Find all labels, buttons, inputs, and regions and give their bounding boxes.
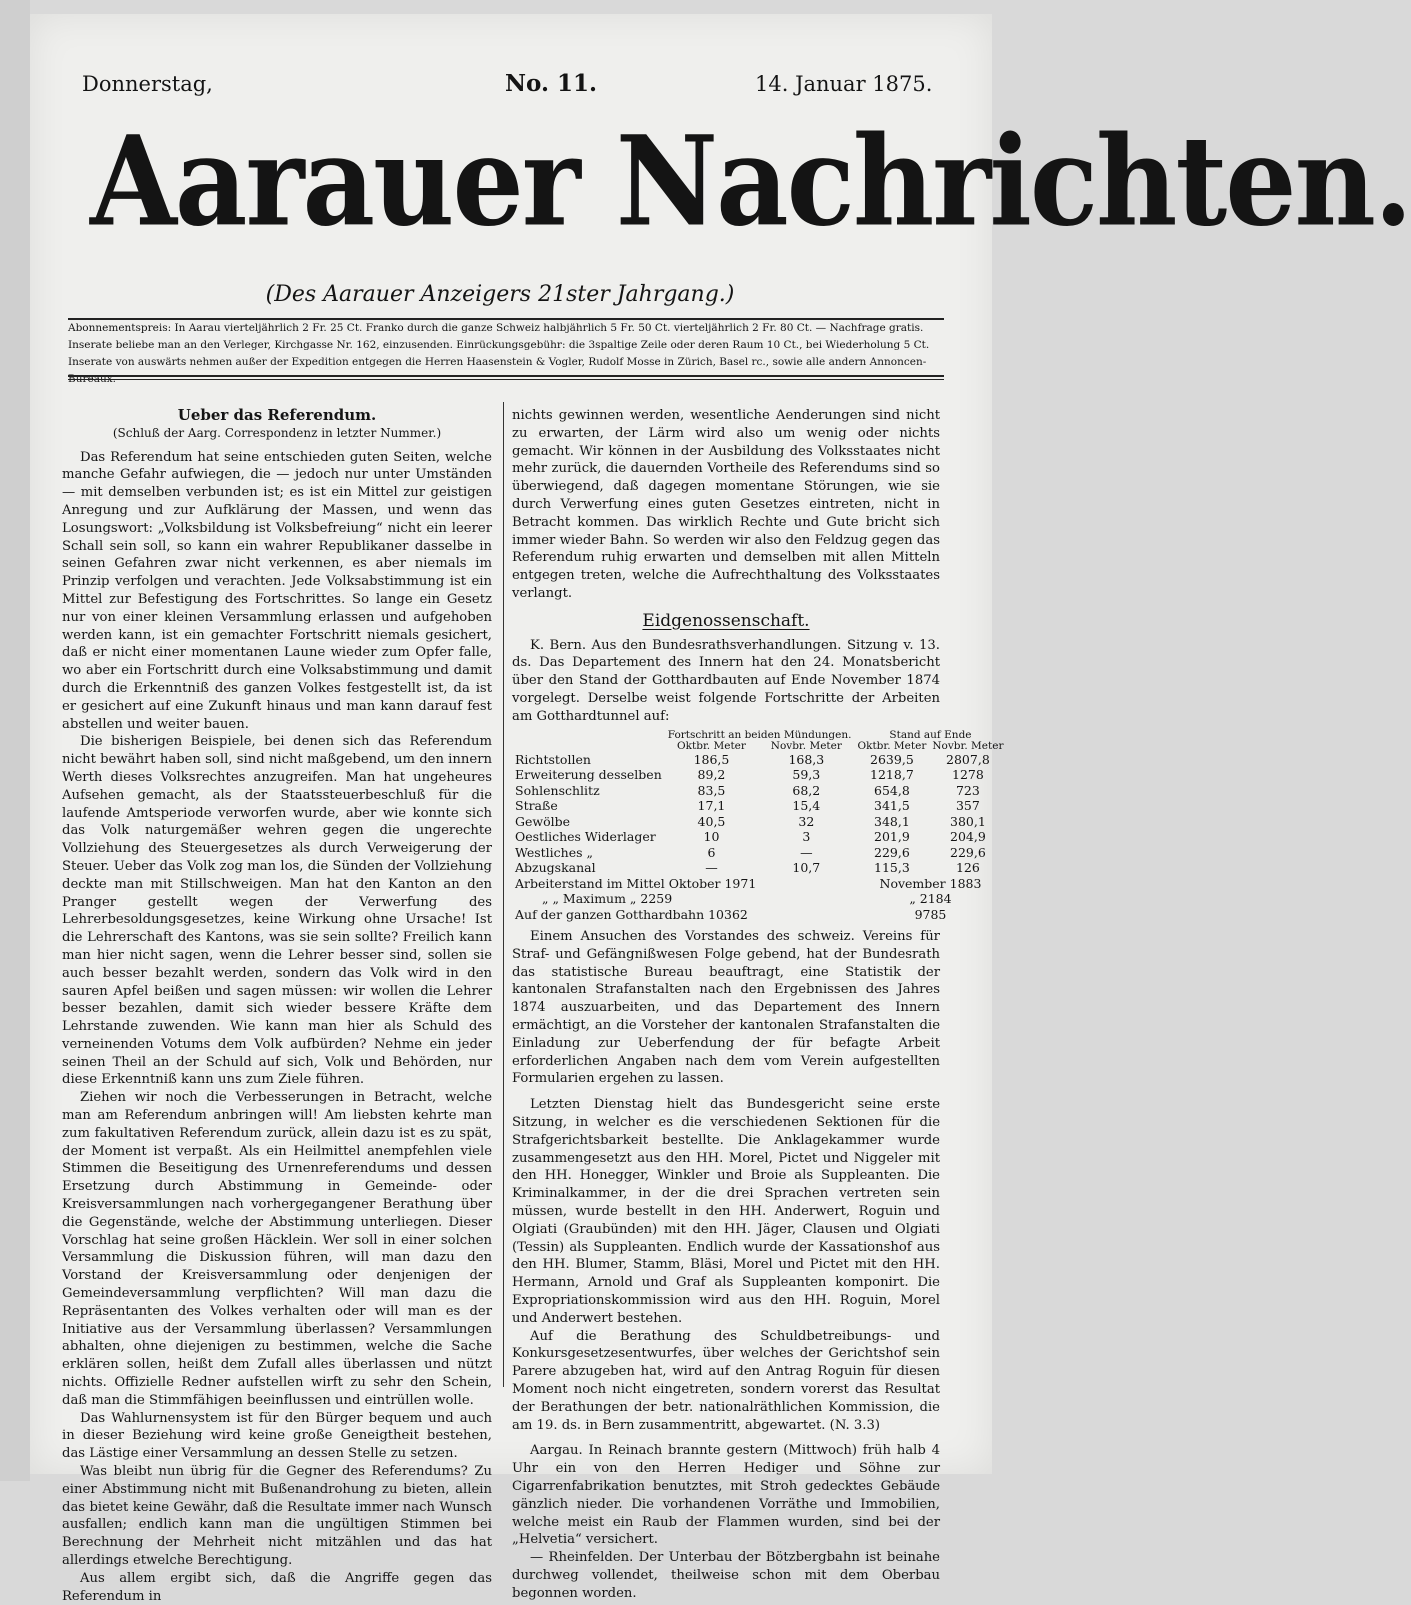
right-column — [512, 407, 1004, 1603]
table-group-header: Stand auf Ende — [889, 728, 972, 741]
table-row: Sohlenschlitz 83,5 68,2 654,8 723 — [515, 782, 980, 798]
info-line-3: Inserate von auswärts nehmen außer der Expedition entgegen die Herren Haasenstein & Vogler, Rudolf Mosse in Zürich, Basel rc., sowie alle andern Annoncen-Bureaux. — [68, 356, 927, 385]
table-column-header: Oktbr. Meter — [857, 739, 927, 752]
table-column-header: Novbr. Meter — [770, 739, 842, 752]
article-paragraph: Auf die Berathung des Schuldbetreibungs- und Konkursgesetzesentwurfes, über welches der Gerichtshof sein Parere abzugeben hat, wird auf den Antrag Roguin für diesen Moment noch nicht eingetreten, sondern vorerst das Resultat der Berathungen der betr. nationalräthlichen Kommission, die am 19. ds. in Bern zusammentritt, abgewartet. (N. 3.3) — [512, 1328, 940, 1433]
table-row: Arbeiterstand im Mittel Oktober 1971 November 1883 — [515, 875, 982, 891]
table-row: Erweiterung desselben 89,2 59,3 1218,7 1278 — [515, 767, 984, 783]
table-row: Gewölbe 40,5 32 348,1 380,1 — [515, 813, 986, 829]
subscription-info — [68, 320, 943, 388]
section-heading: Eidgenossenschaft. — [642, 610, 810, 631]
masthead-title: Aarauer Nachrichten. — [90, 109, 1411, 255]
table-row: Auf der ganzen Gotthardbahn 10362 9785 — [515, 906, 947, 922]
article-paragraph: nichts gewinnen werden, wesentliche Aenderungen sind nicht zu erwarten, der Lärm wird also um wenig oder nichts gemacht. Wir können in der Ausbildung des Volksstaates nicht mehr zurück, die dauernden Vortheile des Referendums sind so überwiegend, daß dagegen momentane Störungen, wie sie durch Verwerfung eines guten Gesetzes eintreten, nicht in Betracht kommen. Das wirklich Rechte und Gute bricht sich immer wieder Bahn. So werden wir also den Feldzug gegen das Referendum ruhig erwarten und demselben mit allen Mitteln entgegen treten, welche die Aufrechthaltung des Volksstaates verlangt. — [512, 408, 940, 601]
column-divider — [503, 402, 504, 1387]
info-line-1: Abonnementspreis: In Aarau vierteljährlich 2 Fr. 25 Ct. Franko durch die ganze Schweiz halbjährlich 5 Fr. 50 Ct. vierteljährlich 2 Fr. 80 Ct. — Nachfrage gratis. — [68, 322, 924, 334]
article-paragraph: — Rheinfelden. Der Unterbau der Bötzbergbahn ist beinahe durchweg vollendet, theilweise schon mit dem Oberbau begonnen worden. — [512, 1550, 940, 1601]
article-paragraph: Was bleibt nun übrig für die Gegner des Referendums? Zu einer Abstimmung nicht mit Bußenandrohung zu bieten, allein das bietet keine Gewähr, daß die Resultate immer nach Wunsch ausfallen; endlich kann man die ungültigen Stimmen bei Berechnung der Mehrheit nicht mitzählen und das hat allerdings etwelche Berechtigung. — [62, 1464, 492, 1568]
article-paragraph: Einem Ansuchen des Vorstandes des schweiz. Vereins für Straf- und Gefängnißwesen Folge gebend, hat der Bundesrath das statistische Bureau beauftragt, eine Statistik der kantonalen Strafanstalten nach den Ergebnissen des Jahres 1874 auszuarbeiten, und das Departement des Innern ermächtigt, an die Vorsteher der kantonalen Strafanstalten die Einladung zur Ueberfendung der für befagte Arbeit erforderlichen Angaben nach dem vom Verein aufgestellten Formularien ergehen zu lassen. — [512, 929, 940, 1087]
article-heading: Ueber das Referendum. — [177, 406, 377, 424]
issue-day: Donnerstag, — [82, 72, 213, 96]
left-column — [62, 407, 492, 1605]
table-group-header: Fortschritt an beiden Mündungen. — [667, 728, 852, 741]
issue-date: 14. Januar 1875. — [755, 72, 933, 96]
article-paragraph: Aargau. In Reinach brannte gestern (Mittwoch) früh halb 4 Uhr ein von den Herren Hediger und Söhne zur Cigarrenfabrikation benutztes, mit Stroh gedecktes Gebäude gänzlich nieder. Die vorhandenen Vorräthe und Immobilien, welche meist ein Raub der Flammen wurden, sind bei der „Helvetia“ versichert. — [512, 1443, 940, 1548]
table-row: Straße 17,1 15,4 341,5 357 — [515, 798, 980, 814]
info-line-2: Inserate beliebe man an den Verleger, Kirchgasse Nr. 162, einzusenden. Einrückungsgebühr: die 3spaltige Zeile oder deren Raum 10 Ct., bei Wiederholung 5 Ct. — [68, 339, 930, 351]
article-paragraph: Letzten Dienstag hielt das Bundesgericht seine erste Sitzung, in welcher es die verschiedenen Sektionen für die Strafgerichtsbarkeit bestellte. Die Anklagekammer wurde zusammengesetzt aus den HH. Morel, Pictet und Niggeler mit den HH. Honegger, Winkler und Broie als Suppleanten. Die Kriminalkammer, in der die drei Sprachen vertreten sein müssen, wurde bestellt in den HH. Anderwert, Roguin und Olgiati (Graubünden) mit den HH. Jäger, Clausen und Olgiati (Tessin) als Suppleanten. Endlich wurde der Kassationshof aus den HH. Blumer, Stamm, Bläsi, Morel und Pictet mit den HH. Hermann, Arnold und Graf als Suppleanten komponirt. Die Expropriationskommission wird aus den HH. Roguin, Morel und Anderwert bestehen. — [512, 1097, 940, 1326]
gotthard-table — [512, 730, 1006, 923]
issue-number: No. 11. — [505, 70, 597, 97]
article-paragraph: Das Wahlurnensystem ist für den Bürger bequem und auch in dieser Beziehung wird keine große Geneigtheit bestehen, das Lästige einer Versammlung an dessen Stelle zu setzen. — [62, 1410, 492, 1462]
table-row: Oestliches Widerlager 10 3 201,9 204,9 — [515, 829, 986, 845]
page-edge — [0, 0, 30, 1481]
article-subhead: (Schluß der Aarg. Correspondenz in letzter Nummer.) — [112, 425, 442, 440]
article-paragraph: Aus allem ergibt sich, daß die Angriffe gegen das Referendum in — [62, 1570, 492, 1604]
article-paragraph: Die bisherigen Beispiele, bei denen sich das Referendum nicht bewährt haben soll, sind nicht maßgebend, um den innern Werth dieses Volksrechtes anzugreifen. Man hat ungeheures Aufsehen gemacht, als der Staatssteuerbeschluß für die laufende Amtsperiode verworfen wurde, aber wie konnte sich das Volk naturgemäßer wehren gegen die ungerechte Vollziehung des Steuergesetzes als durch Verweigerung der Steuer. Ueber das Volk zog man los, die Sünden der Vollziehung deckte man mit Stillschweigen. Man hat den Kanton an den Pranger gestellt wegen der Verwerfung des Lehrerbesoldungsgesetzes, keine Wirkung ohne Ursache! Ist die Lehrerschaft des Kantons, was sie sein sollte? Freilich kann man hier nicht sagen, wenn die Lehrer besser sind, sollen sie auch besser bezahlt werden, sondern das Volk wird in den sauren Apfel beißen und sagen müssen: wir wollen die Lehrer besser bezahlen, damit sich wieder bessere Kräfte dem Lehrstande zuwenden. Wie kann man hier als Schuld des verneinenden Votums dem Volk aufbürden? Nehme ein jeder seinen Theil an der Schuld auf sich, Volk und Behörden, nur diese Erkenntniß kann uns zum Ziele führen. — [62, 734, 492, 1088]
article-paragraph: Das Referendum hat seine entschieden guten Seiten, welche manche Gefahr aufwiegen, die — jedoch nur unter Umständen — mit demselben verbunden ist; es ist ein Mittel zur geistigen Anregung und zur Aufklärung der Massen, und wenn das Losungswort: „Volksbildung ist Volksbefreiung“ nicht ein leerer Schall sein soll, so kann ein wahrer Republikaner dasselbe in seinen Gefahren zwar nicht verkennen, es aber niemals im Prinzip verfolgen und verachten. Jede Volksabstimmung ist ein Mittel zur Befestigung des Fortschrittes. So lange ein Gesetz nur von einer kleinen Versammlung erlassen und aufgehoben werden kann, ist ein gemachter Fortschritt niemals gesichert, daß er nicht einer momentanen Laune wieder zum Opfer falle, wo aber ein Fortschritt durch eine Volksabstimmung und damit durch die Erkenntniß des ganzen Volkes festgestellt ist, da ist er gesichert auf eine Zukunft hinaus und man kann darauf fest abstellen und weiter bauen. — [62, 449, 492, 732]
table-row: Richtstollen 186,5 168,3 2639,5 2807,8 — [515, 751, 990, 767]
infobar-bottom-rule-2 — [68, 379, 944, 380]
article-paragraph: K. Bern. Aus den Bundesrathsverhandlungen. Sitzung v. 13. ds. Das Departement des Innern hat den 24. Monatsbericht über den Stand der Gotthardbauten auf Ende November 1874 vorgelegt. Derselbe weist folgende Fortschritte der Arbeiten am Gotthardtunnel auf: — [512, 637, 940, 724]
table-row: „ „ Maximum „ 2259 „ 2184 — [542, 891, 952, 907]
infobar-bottom-rule — [68, 375, 944, 377]
masthead-subtitle: (Des Aarauer Anzeigers 21ster Jahrgang.) — [265, 282, 735, 307]
table-row: Westliches „ 6 — 229,6 229,6 — [515, 844, 986, 860]
table-row: Abzugskanal — 10,7 115,3 126 — [515, 860, 980, 876]
table-column-header: Oktbr. Meter — [677, 739, 746, 752]
table-column-header: Novbr. Meter — [932, 739, 1004, 752]
article-paragraph: Ziehen wir noch die Verbesserungen in Betracht, welche man am Referendum anbringen will! Am liebsten kehrte man zum fakultativen Referendum zurück, allein dazu ist es zu spät, der Moment ist verpaßt. Als ein Heilmittel anempfehlen viele Stimmen die Beseitigung des Urnenreferendums und dessen Ersetzung durch Abstimmung in Gemeinde- oder Kreisversammlungen nach vorhergegangener Berathung über die Gegenstände, welche der Abstimmung unterliegen. Dieser Vorschlag hat seine großen Häcklein. Wer soll in einer solchen Versammlung die Diskussion führen, will man dazu den Vorstand der Kreisversammlung oder denjenigen der Gemeindeversammlung verpflichten? Will man dazu die Repräsentanten des Volkes verhalten oder will man es der Initiative aus der Versammlung überlassen? Versammlungen abhalten, ohne diejenigen zu bestimmen, welche die Sache erklären sollen, heißt dem Zufall alles überlassen und nützt nichts. Offizielle Redner aufstellen wirft zu sehr den Schein, daß man die Stimmfähigen beeinflussen und eintrüllen wolle. — [62, 1090, 492, 1408]
